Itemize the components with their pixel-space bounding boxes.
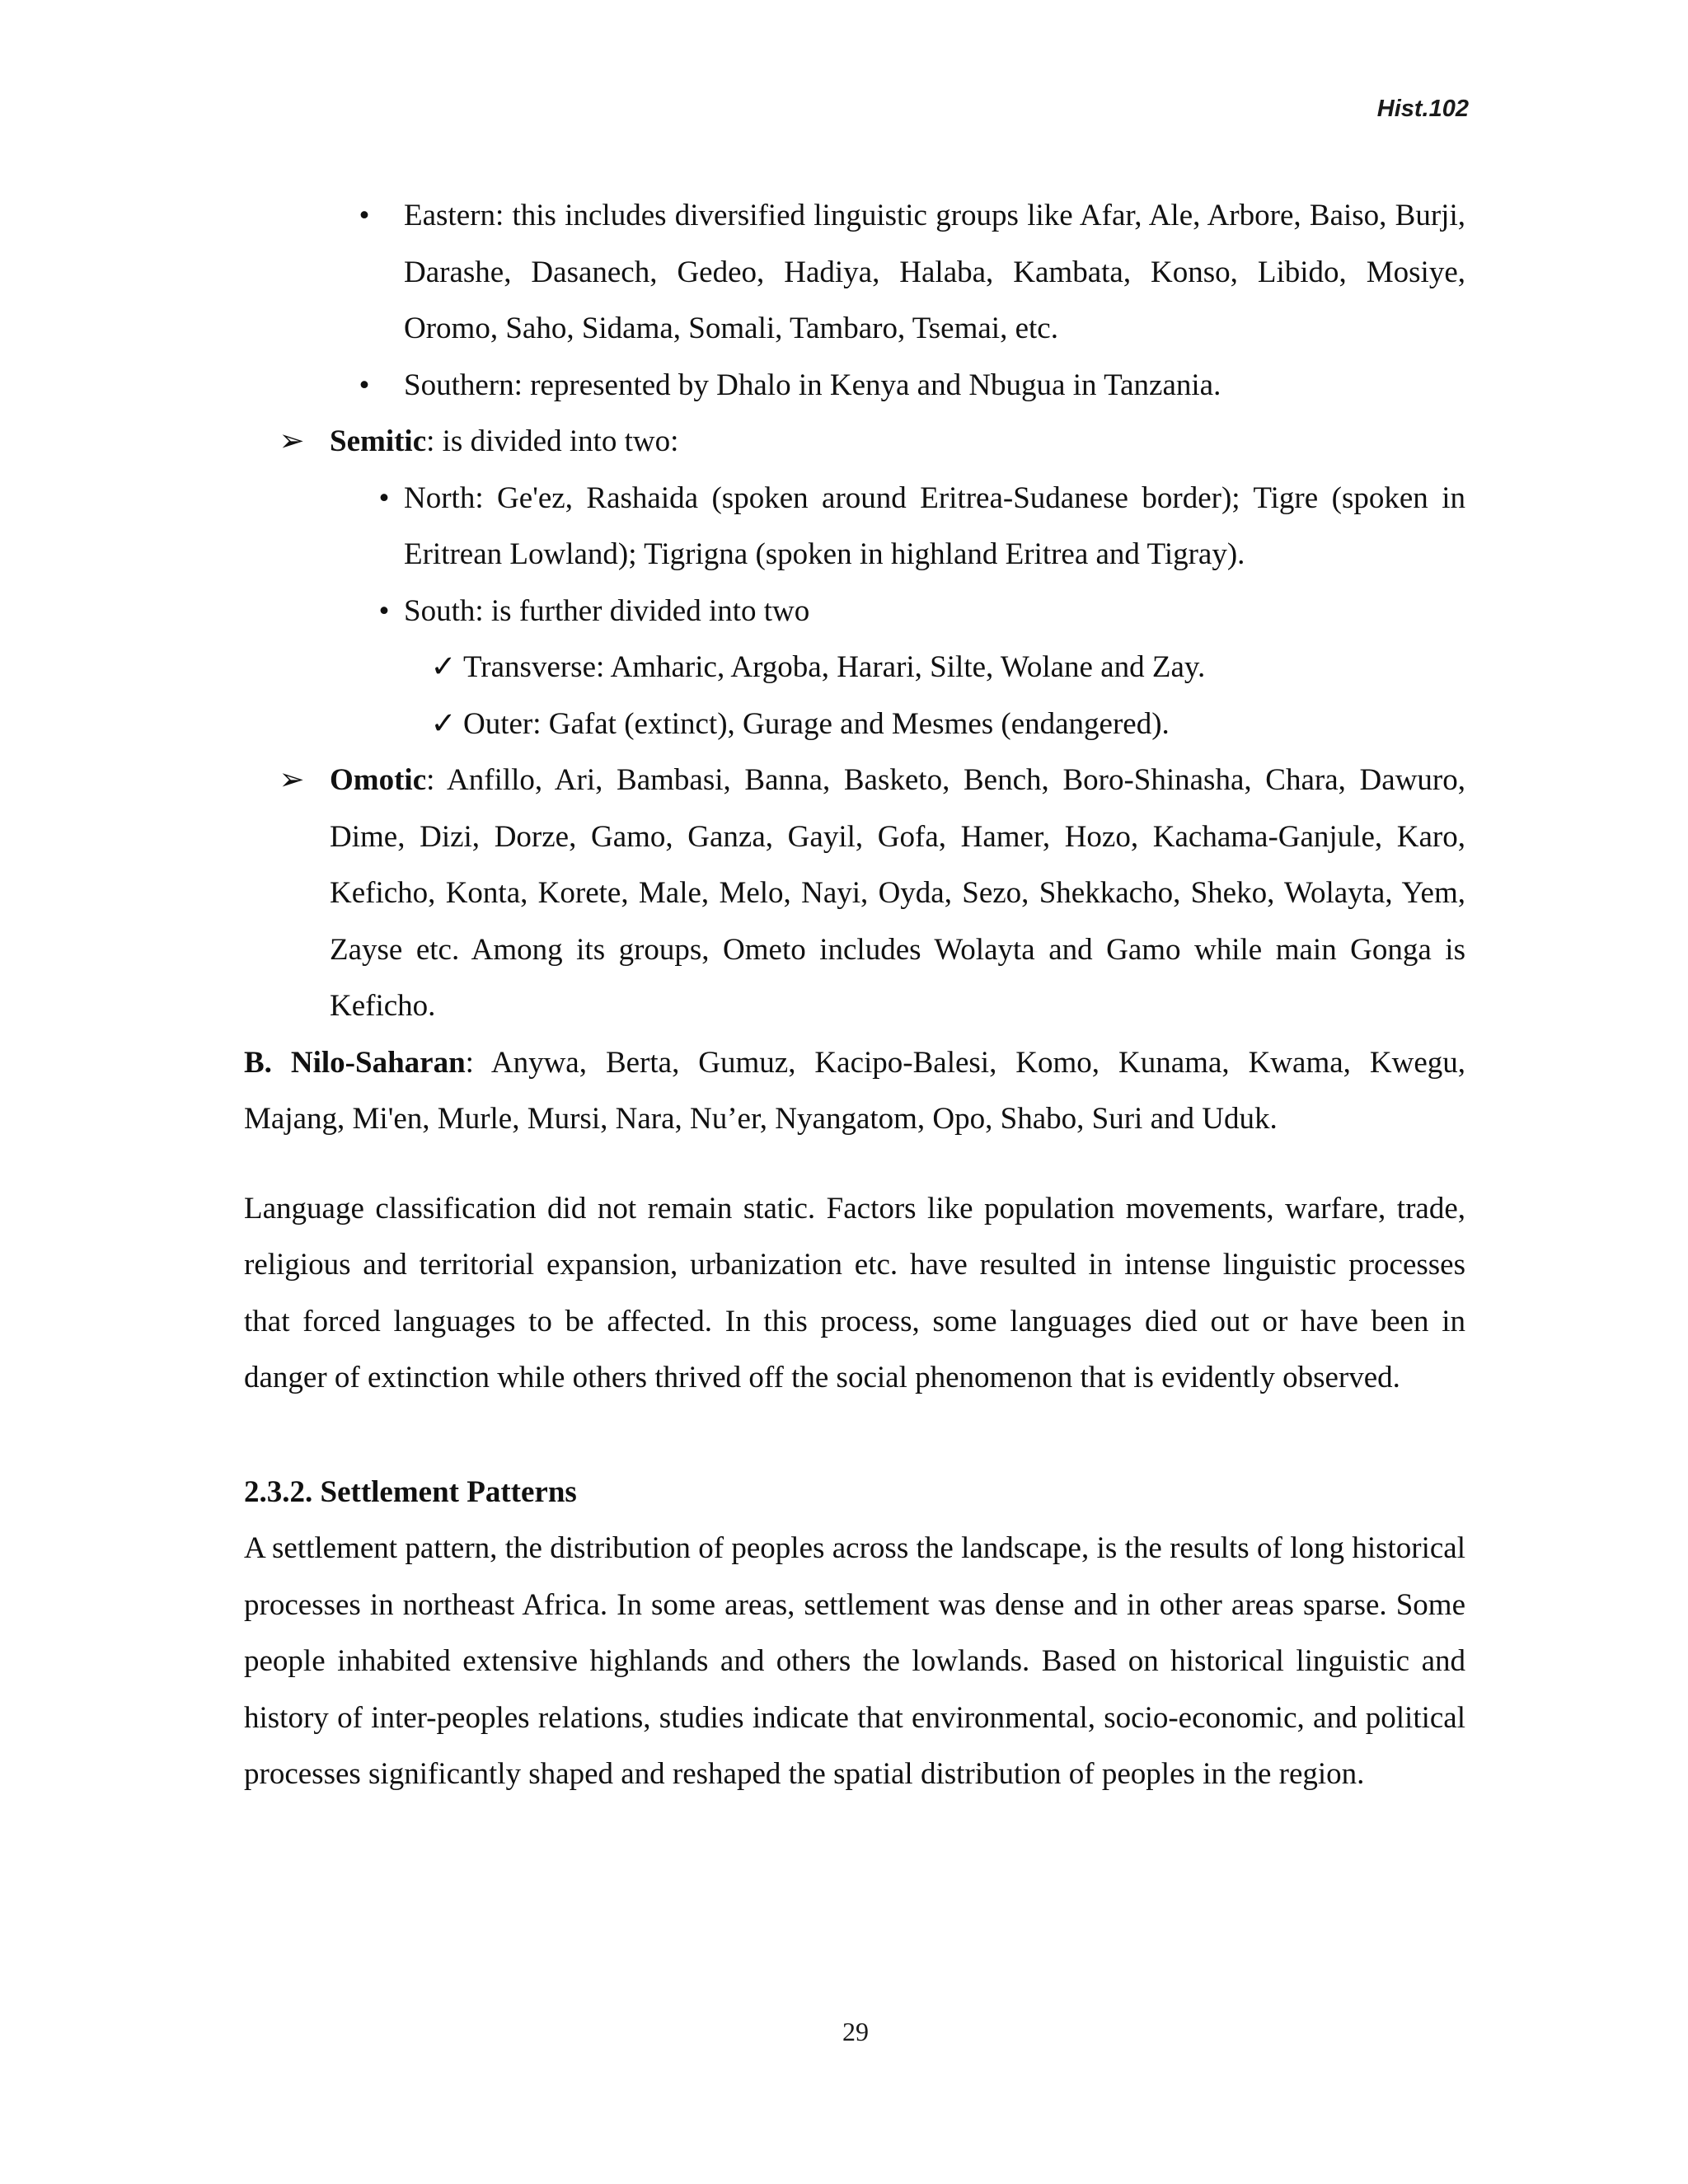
eastern-text: Eastern: this includes diversified linguistic groups like Afar, Ale, Arbore, Baiso, Burji, Darashe, Dasanech, Gedeo, Hadiya, Halaba, Kambata, Konso, Libido, Mosiye, Oromo, Saho, Sidama, Somali, Tambaro, Tsemai, etc.	[404, 199, 1465, 345]
checkmark-icon: ✓	[430, 706, 457, 741]
section-heading: 2.3.2. Settlement Patterns	[244, 1474, 577, 1509]
semitic-label: Semitic	[330, 424, 427, 458]
running-header: Hist.102	[1376, 96, 1469, 122]
list-item-southern	[244, 358, 1465, 415]
bullet-icon: •	[359, 199, 370, 232]
list-item-south	[244, 583, 1465, 640]
arrow-icon: ➢	[279, 424, 305, 458]
south-text: South: is further divided into two	[404, 593, 810, 628]
list-item-north	[244, 471, 1465, 583]
bullet-icon: •	[359, 368, 370, 402]
language-paragraph: Language classification did not remain static. Factors like population movements, warfare, trade, religious and territorial expansion, urbanization etc. have resulted in intense linguistic processes that forced languages to be affected. In this process, some languages died out or have been in danger of extinction while others thrived off the social phenomenon that is evidently observed.	[244, 1191, 1465, 1394]
list-item-transverse	[244, 640, 1465, 696]
omotic-text: : Anfillo, Ari, Bambasi, Banna, Basketo, Bench, Boro-Shinasha, Chara, Dawuro, Dime, Dizi, Dorze, Gamo, Ganza, Gayil, Gofa, Hamer, Hozo, Kachama-Ganjule, Karo, Keficho, Konta, Korete, Male, Melo, Nayi, Oyda, Sezo, Shekkacho, Sheko, Wolayta, Yem, Zayse etc. Among its groups, Ometo includes Wolayta and Gamo while main Gonga is Keficho.	[330, 763, 1465, 1023]
bullet-icon: •	[378, 480, 390, 515]
outer-text: Outer: Gafat (extinct), Gurage and Mesmes (endangered).	[463, 706, 1170, 741]
settlement-paragraph: A settlement pattern, the distribution of peoples across the landscape, is the results of long historical processes in northeast Africa. In some areas, settlement was dense and in other areas sparse. Some people inhabited extensive highlands and others the lowlands. Based on historical linguistic and history of inter-peoples relations, studies indicate that environmental, socio-economic, and political processes significantly shaped and reshaped the spatial distribution of peoples in the region.	[244, 1531, 1465, 1791]
nilo-saharan-paragraph	[244, 1035, 1465, 1148]
list-item-outer	[244, 696, 1465, 753]
checkmark-icon: ✓	[430, 650, 457, 684]
southern-text: Southern: represented by Dhalo in Kenya and Nbugua in Tanzania.	[404, 368, 1221, 402]
page-number: 29	[842, 2017, 869, 2046]
list-item-semitic	[244, 414, 1465, 471]
arrow-icon: ➢	[279, 763, 305, 797]
page-body	[244, 188, 1465, 1803]
list-item-eastern	[244, 188, 1465, 358]
bullet-icon: •	[378, 593, 390, 628]
nilo-saharan-label: B. Nilo-Saharan	[244, 1045, 466, 1080]
transverse-text: Transverse: Amharic, Argoba, Harari, Silte, Wolane and Zay.	[463, 650, 1206, 684]
north-text: North: Ge'ez, Rashaida (spoken around Eritrea-Sudanese border); Tigre (spoken in Eritrean Lowland); Tigrigna (spoken in highland Eritrea and Tigray).	[404, 480, 1465, 571]
omotic-label: Omotic	[330, 763, 427, 797]
nilo-saharan-text: : Anywa, Berta, Gumuz, Kacipo-Balesi, Komo, Kunama, Kwama, Kwegu, Majang, Mi'en, Murle, Mursi, Nara, Nu’er, Nyangatom, Opo, Shabo, Suri and Uduk.	[244, 1045, 1465, 1136]
list-item-omotic	[244, 752, 1465, 1035]
semitic-text: : is divided into two:	[426, 424, 679, 458]
